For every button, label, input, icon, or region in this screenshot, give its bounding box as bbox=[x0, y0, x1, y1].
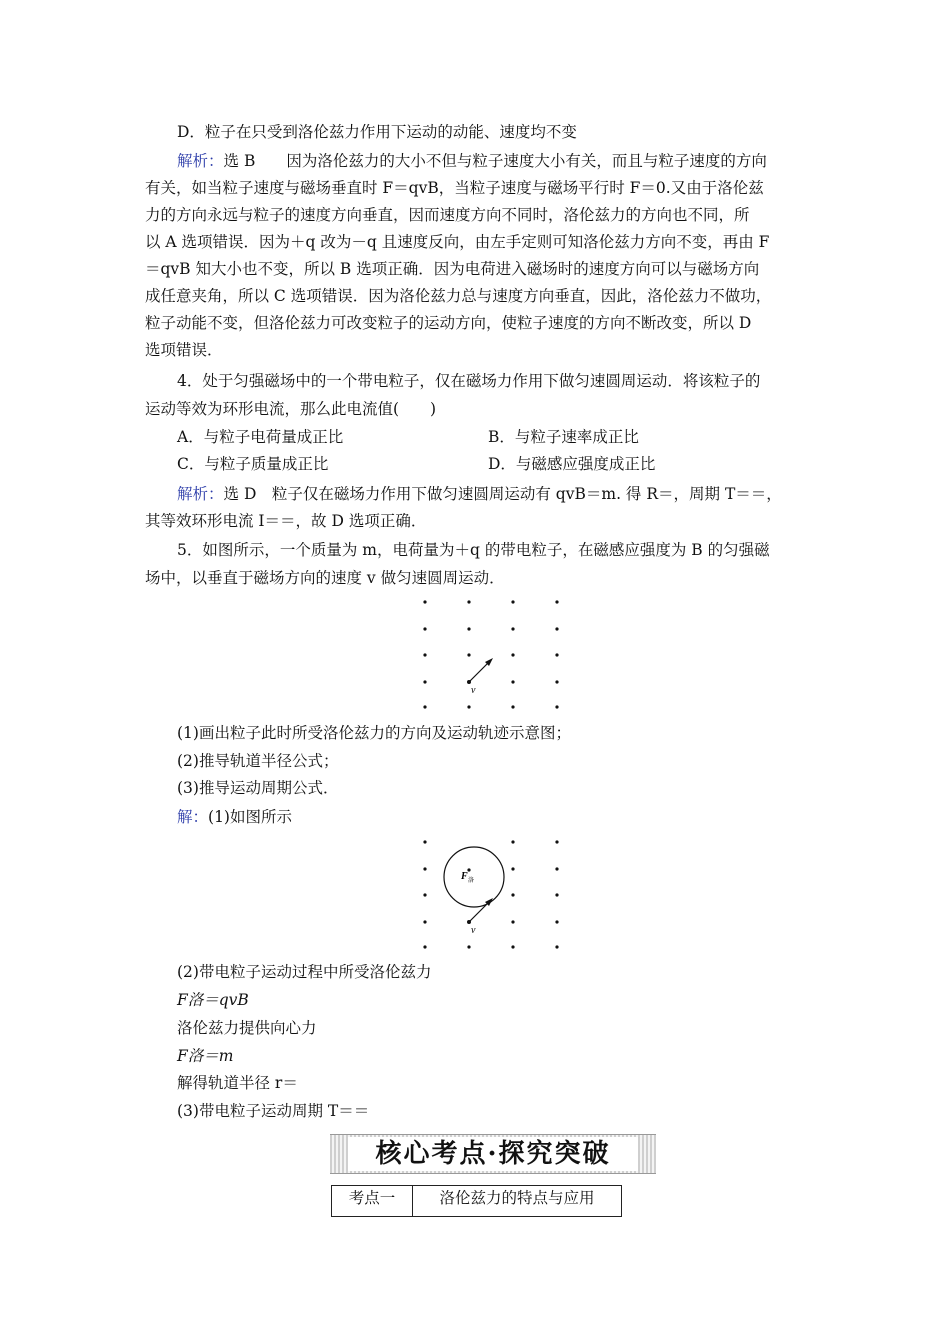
analysis-label: 解析： bbox=[177, 152, 224, 170]
velocity-label: v bbox=[471, 685, 476, 696]
field-dots bbox=[423, 840, 558, 948]
key-point-title: 洛伦兹力的特点与应用 bbox=[439, 1189, 595, 1207]
q4-option-d: D．与磁感应强度成正比 bbox=[488, 455, 656, 473]
analysis-label: 解析： bbox=[177, 485, 224, 503]
q5-sub-3: (3)推导运动周期公式． bbox=[177, 779, 339, 797]
q3-analysis-line-1 bbox=[177, 151, 767, 171]
q4-stem-2: 运动等效为环形电流，那么此电流值( ) bbox=[145, 400, 437, 418]
q5-solution-line-1 bbox=[177, 807, 292, 827]
magnetic-field-figure-1 bbox=[405, 592, 575, 717]
solution-2-result: 解得轨道半径 r＝ bbox=[177, 1074, 298, 1092]
q4-analysis-line-1 bbox=[177, 484, 782, 504]
force-label: F bbox=[461, 871, 468, 882]
q4-stem-1: 4．处于匀强磁场中的一个带电粒子，仅在磁场力作用下做匀速圆周运动．将该粒子的 bbox=[177, 372, 761, 390]
q5-sub-2: (2)推导轨道半径公式； bbox=[177, 752, 339, 770]
q3-analysis-line-4: 以 A 选项错误．因为＋q 改为－q 且速度反向，由左手定则可知洛伦兹力方向不变，再由 F bbox=[145, 233, 770, 251]
q4-option-c: C．与粒子质量成正比 bbox=[177, 455, 329, 473]
q3-analysis-line-3: 力的方向永远与粒子的速度方向垂直，因而速度方向不同时，洛伦兹力的方向也不同，所 bbox=[145, 206, 750, 224]
solution-2-formula-1: F洛＝qvB bbox=[177, 991, 249, 1009]
force-subscript: 洛 bbox=[468, 877, 475, 884]
q3-analysis-line-7: 粒子动能不变，但洛伦兹力可改变粒子的运动方向，使粒子速度的方向不断改变，所以 D bbox=[145, 314, 752, 332]
solution-3: (3)带电粒子运动周期 T＝＝ bbox=[177, 1102, 370, 1120]
solution-text: (1)如图所示 bbox=[208, 808, 292, 826]
q4-option-a: A．与粒子电荷量成正比 bbox=[177, 428, 344, 446]
q3-analysis-line-5: ＝qvB 知大小也不变，所以 B 选项正确．因为电荷进入磁场时的速度方向可以与磁场方向 bbox=[145, 260, 760, 278]
q3-analysis-line-8: 选项错误． bbox=[145, 341, 223, 359]
q3-analysis-line-2: 有关，如当粒子速度与磁场垂直时 F＝qvB，当粒子速度与磁场平行时 F＝0.又由于洛伦兹 bbox=[145, 179, 764, 197]
q3-analysis-line-6: 成任意夹角，所以 C 选项错误．因为洛伦兹力总与速度方向垂直，因此，洛伦兹力不做功， bbox=[145, 287, 772, 305]
section-banner bbox=[330, 1134, 656, 1174]
q3-answer: 选 B bbox=[223, 152, 256, 170]
solution-2-formula-2: F洛＝m bbox=[177, 1047, 234, 1065]
solution-2-line-2: 洛伦兹力提供向心力 bbox=[177, 1019, 317, 1037]
q4-option-b: B．与粒子速率成正比 bbox=[488, 428, 639, 446]
q4-analysis-line-2: 其等效环形电流 I＝＝，故 D 选项正确． bbox=[145, 512, 427, 530]
key-point-table bbox=[331, 1185, 622, 1217]
option-d-q3: D．粒子在只受到洛伦兹力作用下运动的动能、速度均不变 bbox=[177, 123, 577, 141]
q5-stem-1: 5．如图所示，一个质量为 m，电荷量为＋q 的带电粒子，在磁感应强度为 B 的匀强磁 bbox=[177, 541, 770, 559]
magnetic-field-figure-2 bbox=[405, 832, 575, 957]
solution-label: 解： bbox=[177, 808, 209, 826]
solution-2-line-1: (2)带电粒子运动过程中所受洛伦兹力 bbox=[177, 963, 432, 981]
circle-center bbox=[467, 868, 470, 871]
field-dots bbox=[423, 600, 558, 708]
q5-sub-1: (1)画出粒子此时所受洛伦兹力的方向及运动轨迹示意图； bbox=[177, 724, 571, 742]
q4-analysis-text: 选 D 粒子仅在磁场力作用下做匀速圆周运动有 qvB＝m. 得 R＝，周期 T＝＝， bbox=[223, 485, 782, 503]
q3-analysis-text: 因为洛伦兹力的大小不但与粒子速度大小有关，而且与粒子速度的方向 bbox=[286, 152, 767, 170]
q5-stem-2: 场中，以垂直于磁场方向的速度 v 做匀速圆周运动． bbox=[145, 569, 505, 587]
section-banner-title: 核心考点·探究突破 bbox=[348, 1137, 638, 1171]
key-point-label: 考点一 bbox=[332, 1186, 413, 1216]
velocity-label: v bbox=[471, 925, 476, 936]
